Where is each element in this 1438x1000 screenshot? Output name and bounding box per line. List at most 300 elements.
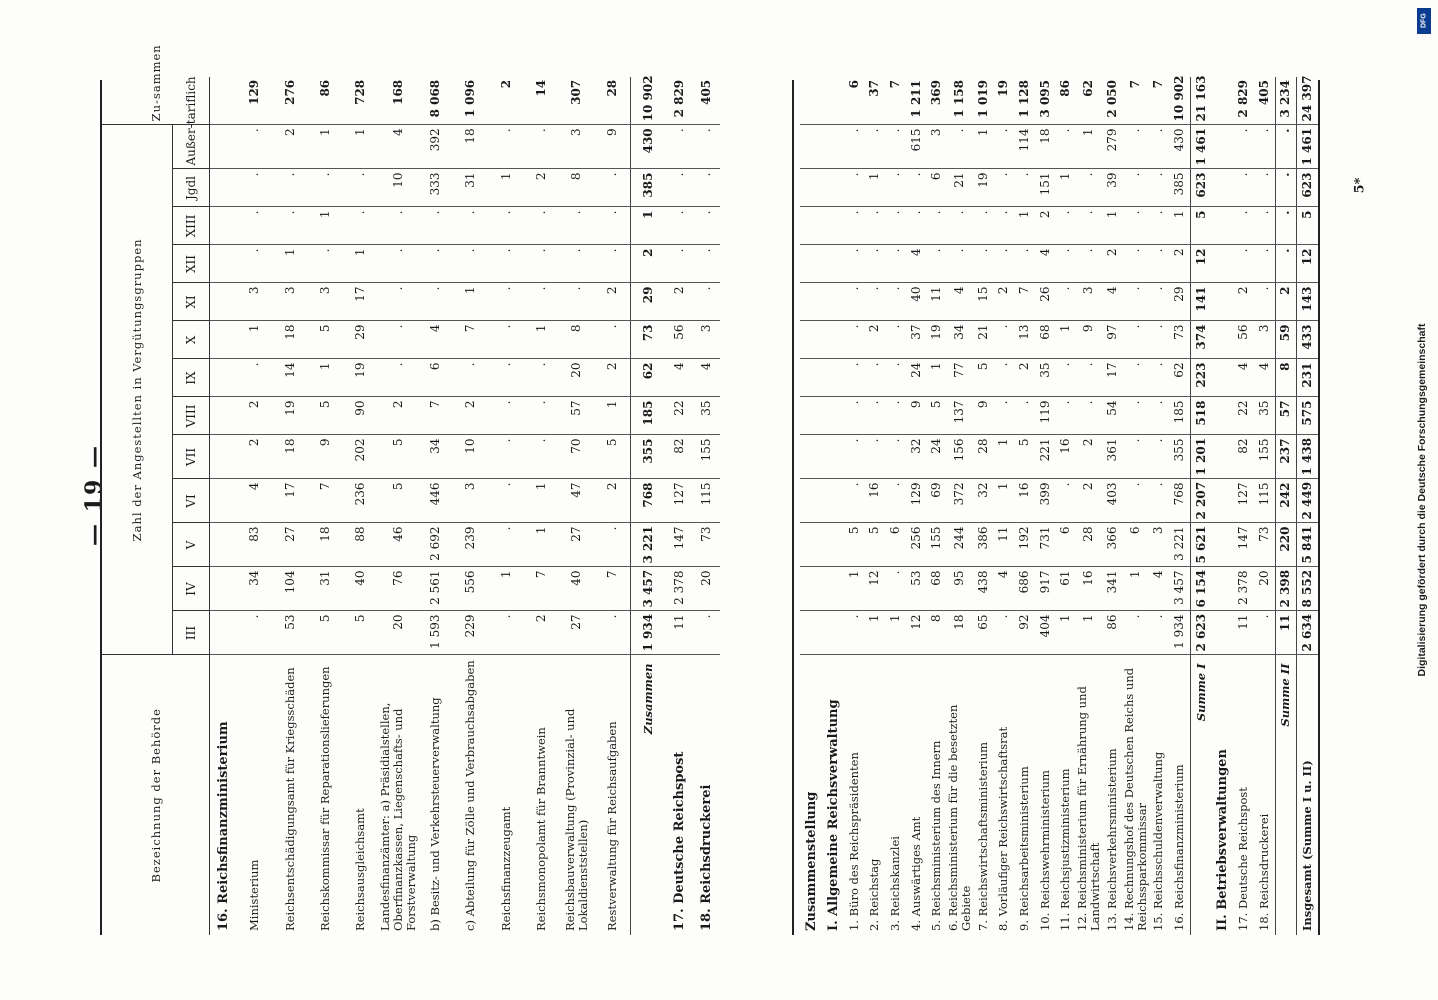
total-cell: 62 [1076, 77, 1102, 125]
cell: . [844, 397, 865, 435]
cell: 2 [237, 397, 272, 435]
total-cell: 276 [272, 77, 307, 125]
cell: 2 [1035, 207, 1056, 245]
signature-mark: 5* [1352, 177, 1368, 194]
row-label: 1. Büro des Reichspräsidenten [846, 752, 861, 931]
cell: . [524, 283, 559, 321]
header-col-4: VII [173, 435, 210, 479]
table-row [973, 77, 994, 935]
cell: 3 [1254, 321, 1275, 359]
row-label: Landesfinanzämter: a) Präsidialstellen, Oberfinanzkassen, Liegenschafts- und Forstverwaltung [377, 702, 418, 931]
cell: 59 [1275, 321, 1297, 359]
total-cell [800, 77, 822, 125]
cell: . [1233, 125, 1254, 169]
cell: 11 [666, 611, 693, 655]
cell: 34 [237, 567, 272, 611]
cell [210, 359, 238, 397]
cell: 19 [926, 321, 947, 359]
cell: . [1076, 359, 1102, 397]
header-col-7: X [173, 321, 210, 359]
cell: 3 221 [1169, 523, 1190, 567]
cell: . [1123, 207, 1149, 245]
cell: . [1076, 397, 1102, 435]
total-cell: 3 095 [1035, 77, 1056, 125]
cell: 1 [343, 245, 378, 283]
cell: 9 [906, 397, 927, 435]
cell: 4 [237, 479, 272, 523]
cell: 4 [693, 359, 720, 397]
cell [210, 523, 238, 567]
cell: . [994, 359, 1015, 397]
cell: 5 [926, 397, 947, 435]
cell: 39 [1102, 169, 1123, 207]
cell: 16 [865, 479, 886, 523]
cell: 4 [666, 359, 693, 397]
cell: 4 [1254, 359, 1275, 397]
cell: . [693, 125, 720, 169]
cell: 615 [906, 125, 927, 169]
cell: . [693, 169, 720, 207]
cell: . [844, 283, 865, 321]
cell: 11 [926, 283, 947, 321]
cell: . [595, 245, 631, 283]
cell: 3 221 [630, 523, 666, 567]
table-row [994, 77, 1015, 935]
cell: 7 [1014, 283, 1035, 321]
cell: 1 [926, 359, 947, 397]
cell [1211, 523, 1233, 567]
summary-part-heading [822, 77, 844, 935]
cell [1211, 567, 1233, 611]
total-cell: 24 397 [1297, 77, 1318, 125]
table-row [906, 77, 927, 935]
cell: . [1275, 207, 1297, 245]
cell [1211, 125, 1233, 169]
cell [210, 207, 238, 245]
cell: 35 [693, 397, 720, 435]
cell: 17 [272, 479, 307, 523]
cell: 768 [1169, 479, 1190, 523]
cell: . [666, 245, 693, 283]
cell: 1 [865, 169, 886, 207]
cell: 221 [1035, 435, 1056, 479]
cell: 2 [630, 245, 666, 283]
row-label: Reichskommissar für Reparationslieferungen [317, 666, 332, 931]
total-cell: 10 902 [1169, 77, 1190, 125]
cell: 392 [418, 125, 453, 169]
cell: 21 [973, 321, 994, 359]
table-row [379, 77, 418, 935]
cell: 16 [1076, 567, 1102, 611]
cell: 3 [693, 321, 720, 359]
total-cell: 1 096 [453, 77, 488, 125]
cell: 4 [1035, 245, 1056, 283]
cell [1211, 435, 1233, 479]
cell: 6 154 [1190, 567, 1211, 611]
cell: . [865, 283, 886, 321]
cell: . [994, 321, 1015, 359]
cell: 129 [906, 479, 927, 523]
total-cell: 6 [844, 77, 865, 125]
cell: 12 [906, 611, 927, 655]
cell: 29 [343, 321, 378, 359]
total-cell: 19 [994, 77, 1015, 125]
cell: . [947, 245, 973, 283]
cell: 104 [272, 567, 307, 611]
cell: 6 [885, 523, 906, 567]
cell: 18 [1035, 125, 1056, 169]
cell: . [1254, 207, 1275, 245]
cell: . [865, 435, 886, 479]
header-col-9: XII [173, 245, 210, 283]
cell: . [1123, 479, 1149, 523]
cell: . [666, 207, 693, 245]
table-row [343, 77, 378, 935]
cell: 83 [237, 523, 272, 567]
row-label: 11. Reichsjustizministerium [1058, 768, 1073, 931]
cell: 433 [1297, 321, 1318, 359]
cell [822, 397, 844, 435]
cell [822, 245, 844, 283]
table-row [1254, 77, 1275, 935]
cell: 6 [1123, 523, 1149, 567]
cell: 54 [1102, 397, 1123, 435]
cell: . [885, 169, 906, 207]
cell: . [1254, 125, 1275, 169]
cell [822, 283, 844, 321]
cell: 156 [947, 435, 973, 479]
cell: 57 [1275, 397, 1297, 435]
cell: 141 [1190, 283, 1211, 321]
cell: 7 [418, 397, 453, 435]
cell: . [488, 245, 523, 283]
cell: 3 [559, 125, 594, 169]
cell: 623 [1190, 169, 1211, 207]
cell: 14 [272, 359, 307, 397]
cell: 73 [1254, 523, 1275, 567]
cell: . [844, 359, 865, 397]
cell: . [885, 397, 906, 435]
cell: . [994, 397, 1015, 435]
cell: . [1055, 125, 1076, 169]
cell [800, 125, 822, 169]
cell: 22 [1233, 397, 1254, 435]
cell: . [885, 567, 906, 611]
section-row [693, 77, 720, 935]
cell: . [994, 611, 1015, 655]
cell: 19 [973, 169, 994, 207]
cell: . [1055, 479, 1076, 523]
cell: 97 [1102, 321, 1123, 359]
row-label: 18. Reichsdruckerei [1256, 813, 1271, 931]
cell: 26 [1035, 283, 1056, 321]
row-label: 3. Reichskanzlei [887, 836, 902, 931]
section-row [666, 77, 693, 935]
cell: . [1123, 611, 1149, 655]
cell: 2 623 [1190, 611, 1211, 655]
cell: 61 [1055, 567, 1076, 611]
cell: 5 [844, 523, 865, 567]
cell: . [1014, 397, 1035, 435]
cell: 372 [947, 479, 973, 523]
cell [800, 321, 822, 359]
cell: . [1149, 207, 1170, 245]
cell: . [453, 359, 488, 397]
row-label: Zusammen [630, 655, 666, 935]
cell: 236 [343, 479, 378, 523]
cell: 556 [453, 567, 488, 611]
row-label: 7. Reichswirtschaftsministerium [975, 741, 990, 931]
cell: . [1123, 397, 1149, 435]
cell: . [844, 435, 865, 479]
cell: 3 457 [1169, 567, 1190, 611]
cell: 1 [1123, 567, 1149, 611]
cell: 202 [343, 435, 378, 479]
cell: 53 [906, 567, 927, 611]
cell: 155 [926, 523, 947, 567]
cell: 7 [308, 479, 343, 523]
cell: 237 [1275, 435, 1297, 479]
row-label: 17. Deutsche Reichspost [1236, 787, 1251, 931]
cell: . [524, 397, 559, 435]
cell: 242 [1275, 479, 1297, 523]
total-cell: 168 [379, 77, 418, 125]
cell: 2 [1076, 435, 1102, 479]
cell: . [1254, 611, 1275, 655]
total-cell [210, 77, 238, 125]
cell: 1 [237, 321, 272, 359]
cell: . [1149, 359, 1170, 397]
table-row [1055, 77, 1076, 935]
cell: 147 [666, 523, 693, 567]
cell: 2 692 [418, 523, 453, 567]
cell: 2 [865, 321, 886, 359]
cell: 18 [947, 611, 973, 655]
row-label: Ministerium [247, 859, 262, 931]
cell: 127 [666, 479, 693, 523]
cell: . [1149, 245, 1170, 283]
cell: . [595, 169, 631, 207]
row-label: 14. Rechnungshof des Deutschen Reichs und Reichssparkommissar [1121, 667, 1149, 931]
cell: 20 [559, 359, 594, 397]
cell [800, 567, 822, 611]
cell: . [1055, 245, 1076, 283]
cell: 11 [1275, 611, 1297, 655]
cell: 2 [272, 125, 307, 169]
cell: 22 [666, 397, 693, 435]
cell: . [237, 125, 272, 169]
cell: 88 [343, 523, 378, 567]
cell: 6 [1055, 523, 1076, 567]
total-cell [822, 77, 844, 125]
cell: 1 461 [1190, 125, 1211, 169]
cell: . [693, 283, 720, 321]
cell: . [1123, 245, 1149, 283]
cell: 1 [308, 359, 343, 397]
header-col-5: VIII [173, 397, 210, 435]
cell: . [693, 611, 720, 655]
cell: 1 [865, 611, 886, 655]
cell: 768 [630, 479, 666, 523]
cell: 92 [1014, 611, 1035, 655]
cell [1211, 207, 1233, 245]
cell [210, 245, 238, 283]
cell: 5 [1014, 435, 1035, 479]
cell [210, 611, 238, 655]
cell: 1 [272, 245, 307, 283]
cell: 2 [1076, 479, 1102, 523]
cell: 5 [379, 479, 418, 523]
row-label: 17. Deutsche Reichspost [672, 751, 688, 931]
cell: . [1055, 397, 1076, 435]
cell: 40 [559, 567, 594, 611]
cell: 21 [947, 169, 973, 207]
cell: 7 [453, 321, 488, 359]
cell [210, 479, 238, 523]
cell [800, 397, 822, 435]
cell: 65 [973, 611, 994, 655]
cell: 239 [453, 523, 488, 567]
cell: . [693, 245, 720, 283]
cell: 10 [453, 435, 488, 479]
summary-part-heading [1211, 77, 1233, 935]
cell: 31 [453, 169, 488, 207]
table-row [1149, 77, 1170, 935]
cell: . [488, 283, 523, 321]
cell: 62 [630, 359, 666, 397]
cell: 32 [973, 479, 994, 523]
cell: . [1076, 207, 1102, 245]
cell: 1 [885, 611, 906, 655]
cell: 185 [630, 397, 666, 435]
cell: 430 [1169, 125, 1190, 169]
row-label: Reichsausgleichsamt [353, 808, 368, 931]
cell: 73 [630, 321, 666, 359]
cell: . [666, 125, 693, 169]
cell: 53 [272, 611, 307, 655]
cell: . [453, 207, 488, 245]
cell: . [1149, 479, 1170, 523]
cell: 5 [595, 435, 631, 479]
cell [210, 169, 238, 207]
cell: 2 [1233, 283, 1254, 321]
cell: . [885, 359, 906, 397]
cell: 47 [559, 479, 594, 523]
header-col-6: IX [173, 359, 210, 397]
cell: . [1233, 245, 1254, 283]
cell: 2 561 [418, 567, 453, 611]
cell: 6 [926, 169, 947, 207]
total-cell: 2 829 [666, 77, 693, 125]
cell: 1 [1055, 169, 1076, 207]
cell: 5 621 [1190, 523, 1211, 567]
table-row [272, 77, 307, 935]
cell: 40 [343, 567, 378, 611]
table-row [1035, 77, 1056, 935]
cell [1211, 359, 1233, 397]
cell [822, 169, 844, 207]
cell: . [308, 169, 343, 207]
cell: 2 634 [1297, 611, 1318, 655]
cell: 4 [1149, 567, 1170, 611]
cell: . [844, 169, 865, 207]
cell: . [1014, 169, 1035, 207]
total-cell: 14 [524, 77, 559, 125]
cell: 1 934 [1169, 611, 1190, 655]
employee-table [102, 44, 720, 935]
cell: 32 [906, 435, 927, 479]
cell: 1 [1102, 207, 1123, 245]
cell: 3 [308, 283, 343, 321]
table-row [1169, 77, 1190, 935]
row-label: Summe I [1190, 655, 1211, 935]
cell [800, 245, 822, 283]
row-label: Reichsfinanzzeugamt [498, 806, 513, 931]
table-row [1102, 77, 1123, 935]
total-cell: 7 [885, 77, 906, 125]
cell: . [488, 523, 523, 567]
cell: . [595, 611, 631, 655]
cell: . [865, 207, 886, 245]
total-cell: 1 019 [973, 77, 994, 125]
cell: 24 [906, 359, 927, 397]
section-heading [210, 77, 238, 935]
cell: 31 [308, 567, 343, 611]
table-row [237, 77, 272, 935]
cell: 438 [973, 567, 994, 611]
cell: 82 [1233, 435, 1254, 479]
cell [822, 359, 844, 397]
cell: 4 [1233, 359, 1254, 397]
cell: . [906, 169, 927, 207]
cell: 2 [1275, 283, 1297, 321]
cell: 155 [1254, 435, 1275, 479]
cell: 115 [693, 479, 720, 523]
cell: 1 593 [418, 611, 453, 655]
row-label: 16. Reichsfinanzministerium [1171, 764, 1186, 931]
cell: . [488, 435, 523, 479]
row-label: 8. Vorläufiger Reichswirtschaftsrat [996, 726, 1011, 931]
cell: 68 [1035, 321, 1056, 359]
cell: . [1123, 321, 1149, 359]
sum-row [630, 77, 666, 935]
cell: . [418, 207, 453, 245]
total-cell: 86 [308, 77, 343, 125]
cell: . [885, 207, 906, 245]
cell: 77 [947, 359, 973, 397]
cell: 1 [844, 567, 865, 611]
cell: 5 [1190, 207, 1211, 245]
cell: 127 [1233, 479, 1254, 523]
table-body-part-1 [210, 77, 721, 935]
cell [1211, 611, 1233, 655]
cell: 2 [379, 397, 418, 435]
cell: 5 [865, 523, 886, 567]
cell: 18 [453, 125, 488, 169]
total-cell: 10 902 [630, 77, 666, 125]
cell: 9 [973, 397, 994, 435]
cell: 90 [343, 397, 378, 435]
cell: . [308, 245, 343, 283]
dfg-logo: DFG [1417, 8, 1431, 34]
cell: 1 [488, 567, 523, 611]
row-label: Zusammenstellung [803, 791, 819, 931]
row-label: 9. Reichsarbeitsministerium [1016, 766, 1031, 931]
cell: 2 449 [1297, 479, 1318, 523]
cell [210, 283, 238, 321]
header-col-0: III [173, 611, 210, 655]
cell: 19 [272, 397, 307, 435]
